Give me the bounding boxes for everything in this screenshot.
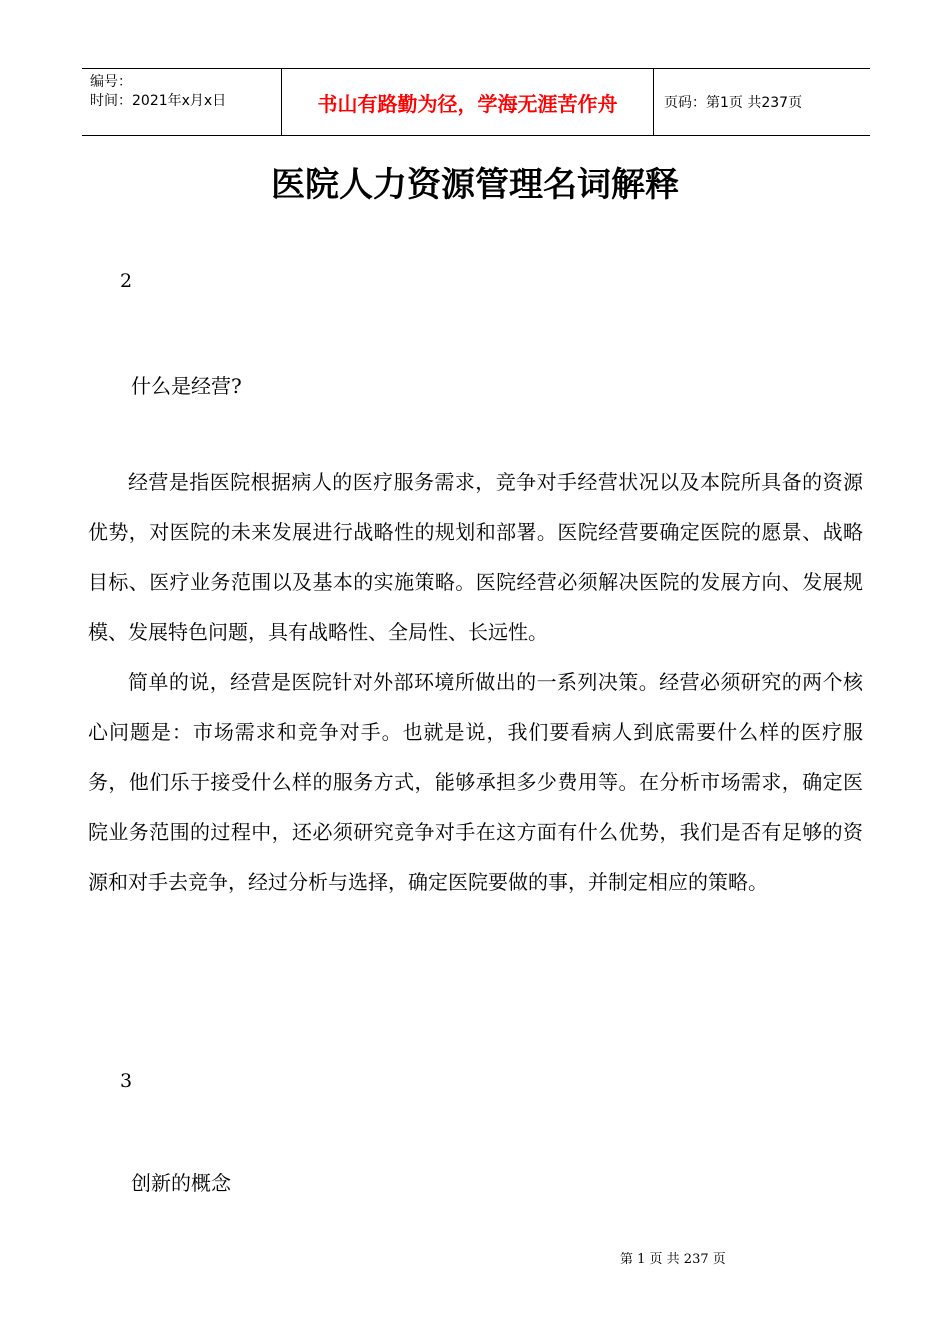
- section-heading: 什么是经营?: [131, 374, 242, 398]
- document-number-label: 编号：: [90, 74, 132, 90]
- document-date: 时间：2021年x月x日: [90, 93, 227, 109]
- paragraph: 简单的说，经营是医院针对外部环境所做出的一系列决策。经营必须研究的两个核心问题是：市场需求和竞争对手。也就是说，我们要看病人到底需要什么样的医疗服务，他们乐于接受什么样的服务方式，能够承担多少费用等。在分析市场需求，确定医院业务范围的过程中，还必须研究竞争对手在这方面有什么优势，我们是否有足够的资源和对手去竞争，经过分析与选择，确定医院要做的事，并制定相应的策略。: [88, 670, 863, 894]
- header-page-info: 页码：第1页 共237页: [664, 95, 803, 111]
- section-body: [88, 457, 863, 907]
- page-header: [82, 68, 870, 136]
- section-heading: 创新的概念: [131, 1171, 231, 1195]
- section-number: 3: [120, 1070, 133, 1092]
- paragraph: 经营是指医院根据病人的医疗服务需求，竞争对手经营状况以及本院所具备的资源优势，对医院的未来发展进行战略性的规划和部署。医院经营要确定医院的愿景、战略目标、医疗业务范围以及基本的实施策略。医院经营必须解决医院的发展方向、发展规模、发展特色问题，具有战略性、全局性、长远性。: [88, 470, 863, 644]
- document-title: 医院人力资源管理名词解释: [271, 165, 679, 205]
- header-motto: 书山有路勤为径，学海无涯苦作舟: [281, 69, 654, 135]
- header-meta: [82, 69, 281, 135]
- page-footer: 第 1 页 共 237 页: [620, 1252, 726, 1267]
- section-number: 2: [120, 270, 133, 292]
